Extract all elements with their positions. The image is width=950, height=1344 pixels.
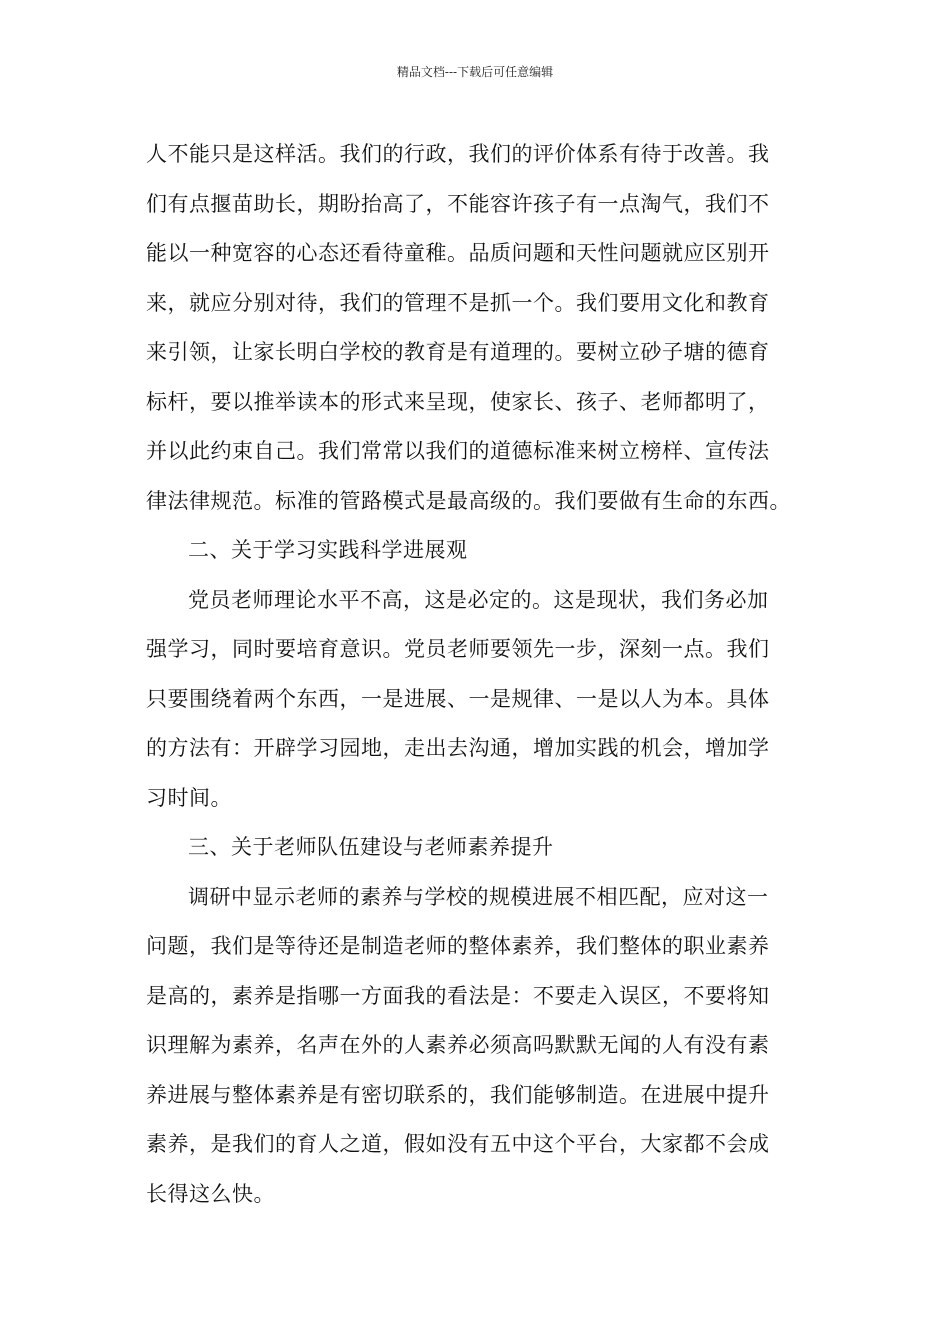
text-line: 们有点揠苗助长，期盼抬高了，不能容许孩子有一点淘气，我们不 (146, 191, 770, 216)
section-heading: 三、关于老师队伍建设与老师素养提升 (188, 835, 554, 859)
page-header: 精品文档---下载后可任意编辑 (396, 65, 554, 79)
text-line: 养进展与整体素养是有密切联系的，我们能够制造。在进展中提升 (146, 1082, 770, 1107)
text-line: 并以此约束自己。我们常常以我们的道德标准来树立榜样、宣传法 (146, 439, 770, 463)
text-line: 来引领，让家长明白学校的教育是有道理的。要树立砂子塘的德育 (146, 340, 770, 364)
text-line: 只要围绕着两个东西，一是进展、一是规律、一是以人为本。具体 (146, 686, 770, 711)
text-line: 能以一种宽容的心态还看待童稚。品质问题和天性问题就应区别开 (146, 241, 770, 265)
text-line: 问题，我们是等待还是制造老师的整体素养，我们整体的职业素养 (146, 934, 770, 958)
document-body (146, 130, 808, 1219)
text-line: 律法律规范。标准的管路模式是最高级的。我们要做有生命的东西。 (146, 488, 791, 513)
text-line: 标杆，要以推举读本的形式来呈现，使家长、孩子、老师都明了， (146, 389, 770, 414)
text-line: 党员老师理论水平不高，这是必定的。这是现状，我们务必加 (188, 587, 769, 612)
text-line: 来，就应分别对待，我们的管理不是抓一个。我们要用文化和教育 (146, 290, 770, 315)
text-line: 识理解为素养，名声在外的人素养必须高吗默默无闻的人有没有素 (146, 1033, 770, 1057)
text-line: 长得这么快。 (146, 1181, 275, 1206)
text-line: 习时间。 (146, 785, 232, 810)
text-line: 人不能只是这样活。我们的行政，我们的评价体系有待于改善。我 (146, 142, 770, 166)
text-line: 是高的，素养是指哪一方面我的看法是：不要走入误区，不要将知 (146, 983, 770, 1008)
text-line: 调研中显示老师的素养与学校的规模进展不相匹配，应对这一 (188, 884, 769, 909)
section-heading: 二、关于学习实践科学进展观 (188, 538, 468, 562)
text-line: 强学习，同时要培育意识。党员老师要领先一步，深刻一点。我们 (146, 637, 770, 661)
text-line: 素养，是我们的育人之道，假如没有五中这个平台，大家都不会成 (146, 1132, 770, 1156)
text-line: 的方法有：开辟学习园地，走出去沟通，增加实践的机会，增加学 (146, 736, 770, 760)
